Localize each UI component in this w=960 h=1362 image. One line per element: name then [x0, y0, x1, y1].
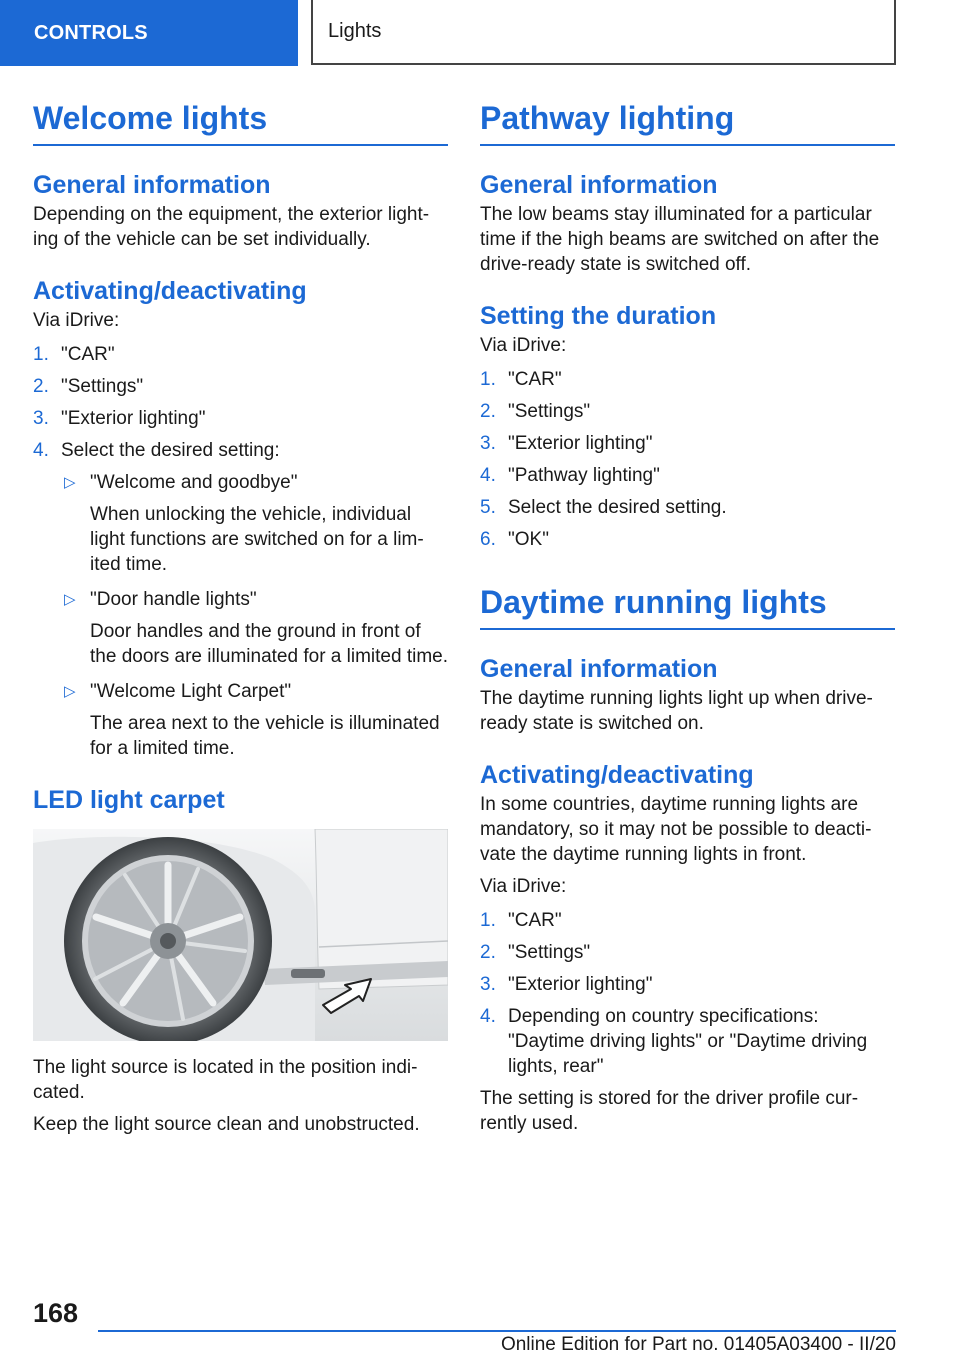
welcome-options-list: [33, 470, 448, 761]
section-tab: CONTROLS: [0, 0, 298, 66]
daytime-activating-heading: Activating/deactivating: [480, 761, 754, 789]
led-clean-text: Keep the light source clean and unobstructed.: [33, 1114, 420, 1135]
general-information-text: Depending on the equipment, the exterior light‐ing of the vehicle can be set individually.: [33, 204, 430, 250]
list-item: [480, 940, 895, 965]
profile-stored-text: The setting is stored for the driver profile cur‐rently used.: [480, 1088, 859, 1134]
welcome-lights-title: Welcome lights: [33, 98, 448, 146]
step-text: "Exterior lighting": [61, 408, 206, 429]
daytime-steps-list: [480, 908, 895, 1079]
step-number: 3.: [480, 974, 496, 995]
step-number: 2.: [480, 942, 496, 963]
step-text: Select the desired setting.: [508, 497, 727, 518]
step-text: "Exterior lighting": [508, 433, 653, 454]
step-text: "CAR": [508, 369, 562, 390]
list-item: [33, 406, 448, 431]
step-number: 5.: [480, 497, 496, 518]
list-item: [480, 527, 895, 552]
step-number: 4.: [33, 440, 49, 461]
list-item: [33, 438, 448, 463]
step-text: "Settings": [61, 376, 144, 397]
list-item: [480, 463, 895, 488]
step-text: "CAR": [61, 344, 115, 365]
step-number: 3.: [480, 433, 496, 454]
option-description: When unlocking the vehicle, individual light functions are switched on for a lim‐ited time.: [90, 504, 424, 575]
daytime-general-heading: General information: [480, 655, 718, 683]
step-text: "CAR": [508, 910, 562, 931]
list-item: [33, 587, 448, 669]
list-item: [33, 342, 448, 367]
list-item: [33, 374, 448, 399]
list-item: [480, 908, 895, 933]
option-label: "Welcome Light Carpet": [90, 681, 292, 702]
daytime-activating-text: In some countries, daytime running lights are mandatory, so it may not be possible to deacti‐vate the daytime running lights in front.: [480, 794, 872, 865]
step-number: 3.: [33, 408, 49, 429]
list-item: [480, 1004, 895, 1079]
step-number: 4.: [480, 465, 496, 486]
step-text: "Pathway lighting": [508, 465, 660, 486]
led-location-text: The light source is located in the position indi‐cated.: [33, 1057, 418, 1103]
option-label: "Welcome and goodbye": [90, 472, 298, 493]
option-description: Door handles and the ground in front of the doors are illuminated for a limited time.: [90, 621, 448, 667]
led-light-carpet-illustration: [33, 829, 448, 1041]
edition-text: Online Edition for Part no. 01405A03400 - II/20: [500, 1334, 896, 1355]
daytime-general-text: The daytime running lights light up when drive-ready state is switched on.: [480, 688, 873, 734]
pathway-general-text: The low beams stay illuminated for a particular time if the high beams are switched on after the drive-ready state is switched off.: [480, 204, 880, 275]
page-header: [0, 0, 960, 66]
step-number: 4.: [480, 1006, 496, 1027]
list-item: [33, 470, 448, 577]
via-idrive-text: Via iDrive:: [480, 335, 567, 356]
step-number: 1.: [480, 910, 496, 931]
page-number: 168: [33, 1298, 79, 1328]
step-text: "Settings": [508, 942, 591, 963]
welcome-steps-list: [33, 342, 448, 463]
step-number: 2.: [480, 401, 496, 422]
pathway-general-heading: General information: [480, 171, 718, 199]
pathway-lighting-title: Pathway lighting: [480, 98, 895, 146]
general-information-heading: General information: [33, 171, 271, 199]
activating-heading: Activating/deactivating: [33, 277, 307, 305]
list-item: [480, 431, 895, 456]
list-item: [480, 399, 895, 424]
step-text: "Exterior lighting": [508, 974, 653, 995]
step-text: "OK": [508, 529, 549, 550]
triangle-bullet-icon: ▷: [64, 591, 76, 608]
step-text: "Settings": [508, 401, 591, 422]
step-number: 1.: [480, 369, 496, 390]
left-column: [33, 98, 448, 1137]
pathway-steps-list: [480, 367, 895, 552]
triangle-bullet-icon: ▷: [64, 474, 76, 491]
step-text: Select the desired setting:: [61, 440, 280, 461]
list-item: [480, 972, 895, 997]
list-item: [480, 495, 895, 520]
list-item: [480, 367, 895, 392]
via-idrive-text: Via iDrive:: [33, 310, 120, 331]
step-text: Depending on country specifications: "Daytime driving lights" or "Daytime driving lights, rear": [508, 1006, 868, 1077]
step-number: 1.: [33, 344, 49, 365]
topic-tab: Lights: [311, 0, 896, 65]
via-idrive-text: Via iDrive:: [480, 876, 567, 897]
list-item: [33, 679, 448, 761]
setting-duration-heading: Setting the duration: [480, 302, 717, 330]
option-label: "Door handle lights": [90, 589, 257, 610]
step-number: 6.: [480, 529, 496, 550]
triangle-bullet-icon: ▷: [64, 683, 76, 700]
option-description: The area next to the vehicle is illuminated for a limited time.: [90, 713, 440, 759]
led-light-carpet-heading: LED light carpet: [33, 786, 225, 814]
right-column: [480, 98, 895, 1136]
daytime-running-lights-title: Daytime running lights: [480, 582, 895, 630]
step-number: 2.: [33, 376, 49, 397]
